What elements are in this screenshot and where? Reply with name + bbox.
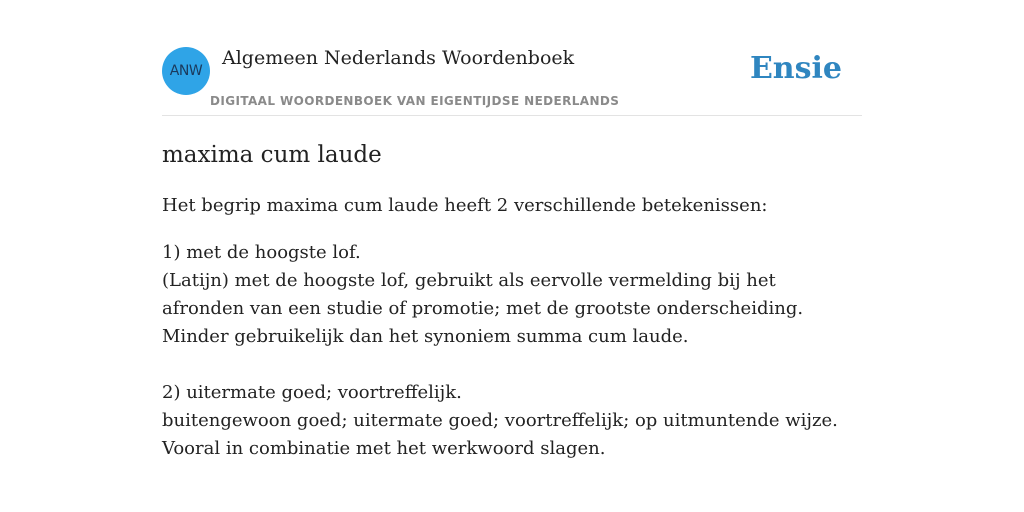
entry-content (162, 192, 862, 463)
site-subtitle: DIGITAAL WOORDENBOEK VAN EIGENTIJDSE NEDERLANDS (210, 94, 620, 108)
meaning-note: Minder gebruikelijk dan het synoniem summa cum laude. (162, 326, 689, 347)
ensie-brand-link[interactable]: Ensie (749, 51, 842, 86)
header (162, 0, 862, 116)
meaning-heading: 2) uitermate goed; voortreffelijk. (162, 382, 462, 403)
meaning-2 (162, 379, 862, 463)
anw-logo[interactable] (162, 47, 210, 95)
entry-intro: Het begrip maxima cum laude heeft 2 verschillende betekenissen: (162, 195, 768, 216)
meaning-definition: buitengewoon goed; uitermate goed; voortreffelijk; op uitmuntende wijze. (162, 410, 838, 431)
meaning-note: Vooral in combinatie met het werkwoord slagen. (162, 438, 606, 459)
logo-text: ANW (169, 63, 203, 79)
meaning-heading: 1) met de hoogste lof. (162, 242, 361, 263)
meaning-definition: (Latijn) met de hoogste lof, gebruikt als eervolle vermelding bij het afronden van een studie of promotie; met de grootste onderscheiding. (162, 270, 804, 319)
meaning-1 (162, 239, 862, 351)
site-title[interactable]: Algemeen Nederlands Woordenboek (222, 47, 575, 69)
entry-term: maxima cum laude (162, 142, 382, 168)
page (162, 0, 862, 463)
